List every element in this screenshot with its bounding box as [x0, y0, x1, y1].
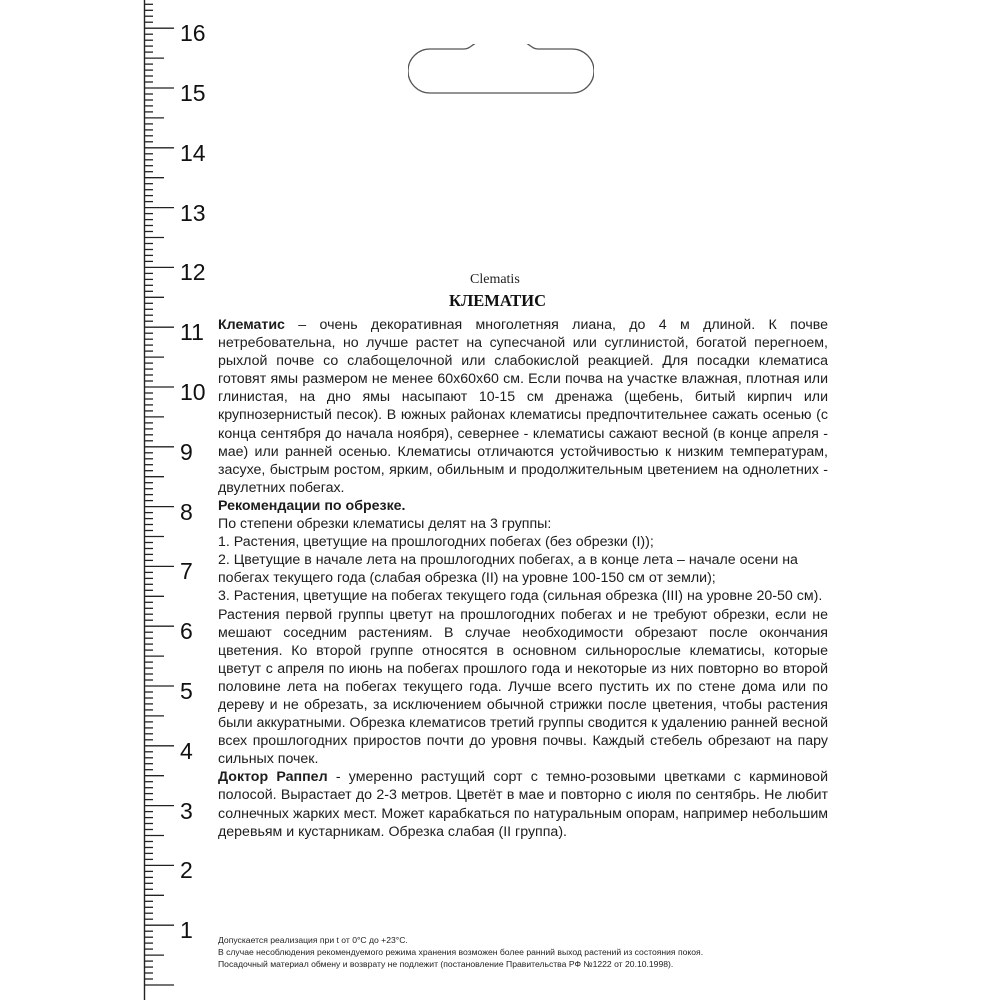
ruler-number: 11	[180, 319, 204, 346]
pruning-heading: Рекомендации по обрезке.	[218, 497, 406, 514]
ruler-number: 6	[180, 618, 193, 645]
intro-paragraph	[218, 316, 828, 497]
pruning-line: 3. Растения, цветущие на побегах текущего года (сильная обрезка (III) на уровне 20-50 см).	[218, 588, 823, 605]
latin-name: Clematis	[470, 272, 520, 287]
ruler-number: 4	[180, 737, 193, 764]
pruning-line: 2. Цветущие в начале лета на прошлогодних побегах, а в конце лета – начале осени на побегах текущего года (слабая обрезка (II) на уровне 100-150 см от земли);	[218, 552, 798, 587]
footer-line: В случае несоблюдения рекомендуемого режима хранения возможен более ранний выход растений из состояния покоя.	[218, 947, 704, 958]
pruning-details: Растения первой группы цветут на прошлогодних побегах и не требуют обрезки, если не мешают соседним растениям. В случае необходимости обрезают после окончания цветения. Ко второй группе относятся в основном сильнорослые клематисы, которые цветут с апреля по июнь на побегах прошлого года и некоторые из них повторно во второй половине лета на побегах текущего года. Лучше всего пустить их по стене дома или по дереву и не обрезать, за исключением обычной стрижки после цветения, чтобы растения были аккуратными. Обрезка клематисов третий группы сводится к удалению ранней весной всех прошлогодних приростов почти до уровня почвы. Каждый стебель обрезают на пару сильных почек.	[218, 606, 828, 768]
footer-line: Посадочный материал обмену и возврату не подлежит (постановление Правительства РФ №1222 от 20.10.1998).	[218, 959, 674, 970]
ruler-number: 16	[180, 20, 206, 47]
pruning-line: 1. Растения, цветущие на прошлогодних побегах (без обрезки (I));	[218, 534, 654, 551]
pruning-line: По степени обрезки клематисы делят на 3 группы:	[218, 516, 552, 533]
footer-line: Допускается реализация при t от 0°С до +23°С.	[218, 935, 408, 945]
ruler-number: 3	[180, 797, 193, 824]
intro-text: – очень декоративная многолетняя лиана, до 4 м длиной. К почве нетребовательна, но лучше растет на супесчаной или суглинистой, богатой перегноем, рыхлой почве со слабощелочной или слабокислой реакцией. Для посадки клематиса готовят ямы размером не менее 60х60х60 см. Если почва на участке влажная, плотная или глинистая, на дно ямы насыпают 10-15 см дренажа (щебень, битый кирпич или крупнозернистый песок). В южных районах клематисы предпочтительнее сажать осенью (с конца сентября до начала ноября), севернее - клематисы сажают весной (в конце апреля - мае) или ранней осенью. Клематисы отличаются устойчивостью к низким температурам, засухе, быстрым ростом, ярким, обильным и продолжительным цветением на однолетних - двулетних побегах.	[218, 317, 828, 496]
ruler-number: 8	[180, 498, 193, 525]
ruler-number: 14	[180, 139, 206, 166]
hang-hole	[408, 44, 594, 94]
plant-name: Клематис	[218, 317, 285, 333]
variety-paragraph	[218, 768, 828, 840]
description-text	[218, 316, 828, 841]
ruler-number: 13	[180, 199, 206, 226]
storage-notes	[218, 934, 838, 971]
ruler-number: 9	[180, 438, 193, 465]
variety-name: Доктор Раппел	[218, 769, 328, 786]
measurement-ruler	[144, 0, 214, 1000]
variety-text: - умеренно растущий сорт с темно-розовыми цветками с карминовой полосой. Вырастает до 2-3 метров. Цветёт в мае и повторно с июля по сентябрь. Не любит солнечных жарких мест. Может карабкаться по натуральным опорам, например небольшим деревьям и кустарникам. Обрезка слабая (II группа).	[218, 769, 828, 840]
ruler-number: 2	[180, 857, 193, 884]
page-title: КЛЕМАТИС	[449, 291, 547, 310]
ruler-number: 10	[180, 379, 206, 405]
ruler-number: 12	[180, 259, 206, 286]
ruler-number: 7	[180, 558, 193, 585]
ruler-number: 5	[180, 678, 193, 704]
ruler-number: 1	[180, 917, 193, 944]
ruler-number: 15	[180, 80, 206, 106]
